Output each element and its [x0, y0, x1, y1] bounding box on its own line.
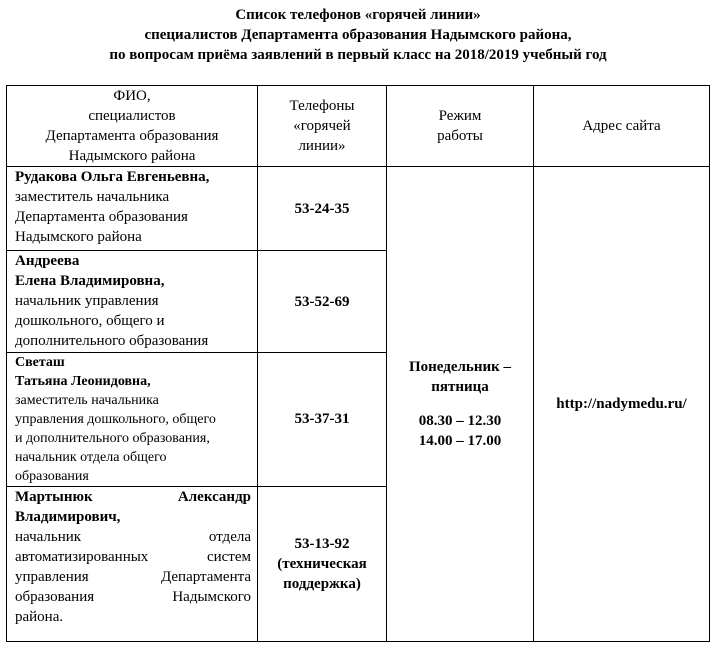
- contact-cell: Рудакова Ольга Евгеньевна, заместитель начальника Департамента образования Надымского района: [7, 167, 258, 251]
- table-row: [7, 167, 710, 251]
- schedule-hours-morning: 08.30 – 12.30: [418, 413, 502, 429]
- header-website: Адрес сайта: [534, 86, 710, 167]
- title-line-2: специалистов Департамента образования Надымского района,: [144, 27, 572, 43]
- contact-cell: Андреева Елена Владимировна, начальник управления дошкольного, общего и дополнительного образования: [7, 251, 258, 353]
- schedule-cell: Понедельник – пятница 08.30 – 12.30 14.00 – 17.00: [387, 167, 534, 642]
- contact-name: Рудакова Ольга Евгеньевна,: [15, 169, 210, 185]
- schedule-hours-afternoon: 14.00 – 17.00: [418, 433, 502, 449]
- title-line-1: Список телефонов «горячей линии»: [235, 7, 481, 23]
- contact-cell: Светаш Татьяна Леонидовна, заместитель начальника управления дошкольного, общего и дополнительного образования, начальник отдела общего образования: [7, 353, 258, 487]
- hotline-table: [6, 85, 710, 642]
- document-title: [0, 5, 716, 65]
- website-link[interactable]: http://nadymedu.ru/: [534, 167, 710, 642]
- title-line-3: по вопросам приёма заявлений в первый класс на 2018/2019 учебный год: [109, 47, 607, 63]
- phone-number: 53-37-31: [258, 353, 387, 487]
- header-schedule: Режим работы: [387, 86, 534, 167]
- phone-number: 53-13-92 (техническая поддержка): [258, 487, 387, 642]
- header-name: ФИО, специалистов Департамента образования Надымского района: [7, 86, 258, 167]
- header-phones: Телефоны «горячей линии»: [258, 86, 387, 167]
- contact-cell: Мартынюк Александр Владимирович, начальник отдела автоматизированных систем управления Департамента образования Надымского района.: [7, 487, 258, 642]
- table-header-row: [7, 86, 710, 167]
- phone-number: 53-24-35: [258, 167, 387, 251]
- phone-number: 53-52-69: [258, 251, 387, 353]
